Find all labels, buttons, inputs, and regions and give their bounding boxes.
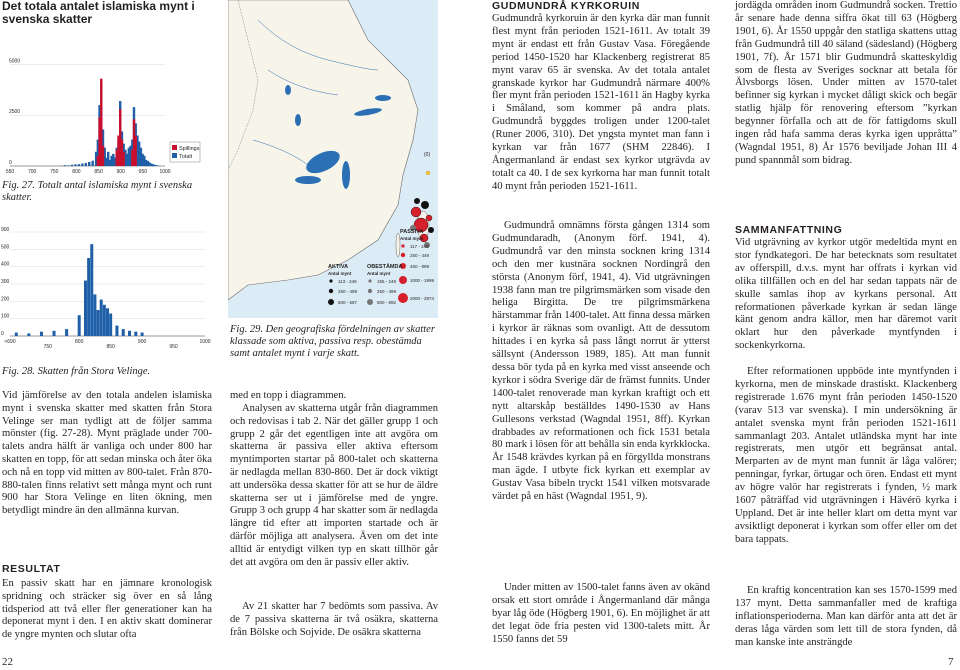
lake-vattern bbox=[342, 161, 350, 189]
x-tick-label: 950 bbox=[138, 169, 148, 175]
bar-totalt bbox=[71, 165, 73, 166]
y-tick-label: 5000 bbox=[9, 58, 21, 65]
bar-velinge bbox=[65, 329, 68, 336]
bar-totalt bbox=[74, 164, 76, 166]
marker-passive bbox=[426, 215, 432, 221]
col1-paragraph-1: Vid jämförelse av den totala andelen islamiska mynt i svenska skatter med skatten från Stora Velinge ser man tydligt att de följer samma mönster (fig. 27-28). Mynt präglade under 700-talets andra hälft är vanliga och under 800 har skatten en topp, för att sedan minska och åter öka och nå en topp vid mitten av 800-talet. Från 870-880-talen finns relativt sett många mynt och runt 900 har Stora Velinge en liten ökning, men betydligt mindre än den allmänna kurvan. bbox=[2, 390, 212, 517]
figure27-caption: Fig. 27. Totalt antal islamiska mynt i svenska skatter. bbox=[2, 180, 193, 203]
x-tick-label: <690 bbox=[4, 339, 16, 345]
x-tick-label: 900 bbox=[116, 169, 125, 175]
bar-velinge bbox=[128, 331, 131, 336]
x-tick-label: 850 bbox=[94, 169, 103, 175]
bar-totalt bbox=[78, 164, 80, 166]
col3-paragraph-2: Gudmundrå omnämns första gången 1314 som Gudmundaradh, (Anonym förf. 1941, 4). Gudmundrå var den minsta socknen kring 1314 och den mer kustnära socknen Nordingrå den största (Anonym förf, 1941, 4). Vid utgrävningen 1938 fann man tre pilgrimsmärken som visade den heliga Birgitta. De tre pilgrimsmärkena härstammar från 1400-talet. Att finna dessa märken i kyrkor är räknas som ovanligt. Att de dessutom hittades i en kyrka så pass långt norrut är ytterst sällsynt (Andersson 1989, 185). Att man funnit dessa bör tyda på en kyrka med visst anseende och kyrkor i södra Sverige där de främst funnits. Under 1400-talet renoverade man kyrkan kraftigt och ett nytt altarskåp beställdes 1490-1530 av Hans Gullesons verkstad (Wagndal 1951, 8ff). Kyrkan drabbades av reformationen och fick 1531 betala 80 mark i lösen för att behålla sin enda kyrkklocka. År 1548 krävdes kyrkan på en förgyllda monstrans man ägde. I utbyte fick kyrkan ett exemplar av Gustav Vasa bibeln tryckt 1541 vilken motsvarade värdet på en häst (Wagndal 1951, 9). bbox=[492, 220, 710, 503]
col4-paragraph-2: Vid utgrävning av kyrkor utgör medeltida mynt en stor fyndkategori. De har betecknats som resultatet av offerspill, d.v.s. mynt har offrats i kyrkan vid olika tillfällen och en del har sedan tappats när de skulle samlas ihop av kyrkans personal. Att reformationen påverkade kyrkan är sedan länge känt genom andra källor, men har däremot varit oklart hur den påverkade myntfynden i sockenkyrkorna. bbox=[735, 237, 957, 352]
bar-velinge bbox=[103, 305, 106, 336]
bar-totalt bbox=[88, 162, 90, 166]
page-number-left: 22 bbox=[2, 656, 13, 668]
map-dot bbox=[426, 171, 430, 175]
bar-spillings bbox=[135, 136, 137, 166]
svg-text:Antal mynt: Antal mynt bbox=[367, 271, 391, 276]
bar-velinge bbox=[27, 333, 30, 336]
y-tick-label: 500 bbox=[1, 244, 10, 251]
col2-paragraph-1: med en topp i diagrammen. bbox=[230, 390, 347, 401]
svg-text:250 - 499: 250 - 499 bbox=[338, 289, 358, 294]
lake-hjalmaren bbox=[375, 95, 391, 101]
bar-velinge bbox=[84, 281, 87, 336]
y-tick-label: 2500 bbox=[9, 109, 21, 116]
y-tick-label: 400 bbox=[1, 261, 10, 268]
bar-velinge bbox=[53, 331, 56, 336]
bar-velinge bbox=[15, 333, 18, 336]
col4-heading-sammanfattning: SAMMANFATTNING bbox=[735, 224, 843, 236]
bar-spillings bbox=[102, 146, 104, 166]
figure-title: Det totala antalet islamiska mynt i svenska skatter bbox=[2, 0, 195, 26]
bar-velinge bbox=[93, 294, 96, 336]
lake-small-2 bbox=[285, 85, 291, 95]
bar-totalt bbox=[64, 165, 66, 166]
y-tick-label: 100 bbox=[1, 313, 10, 320]
col4-paragraph-3: Efter reformationen uppböde inte myntfynden i kyrkorna, men de minskade drastiskt. Klackenberg registrerade 1.676 mynt från perioden 1450-1520 (varav 513 var svenska). I min undersökning är antalet svenska mynt från perioden 1521-1611 sammanlagt 203. Antalet utländska mynt har inte registrerats, men utgör ett begränsat antal. Merparten av de mynt man funnit är låga valörer; penningar, fyrkar, örtugar och ören. Endast ett mynt av högre valör har registrerats i fynden, ½ mark 1607 påträffad vid utgrävningen i Hävérö kyrka i Uppland. Det är inte heller klart om detta mynt var avsiktligt deponerat i kyrkan som offer eller om det bara tappats. bbox=[735, 366, 957, 545]
svg-text:Antal mynt: Antal mynt bbox=[328, 271, 352, 276]
svg-text:2000 - 2874: 2000 - 2874 bbox=[410, 296, 435, 301]
bar-velinge bbox=[134, 332, 137, 336]
bar-totalt bbox=[85, 163, 87, 166]
svg-text:1000 - 1999: 1000 - 1999 bbox=[410, 278, 435, 283]
x-tick-label: 550 bbox=[5, 169, 15, 175]
svg-text:113 - 249: 113 - 249 bbox=[338, 279, 357, 284]
x-tick-label: 800 bbox=[72, 169, 81, 175]
col4-paragraph-4: En kraftig koncentration kan ses 1570-1599 med 137 mynt. Detta sammanfaller med de kraftiga inflationsperioderna. Man kan därför anta att det är deras låga värden som lett till de stora fynden, då man kanske inte ansträngde bbox=[735, 585, 957, 648]
legend-swatch-totalt bbox=[172, 153, 177, 158]
legend-swatch-spillings bbox=[172, 145, 177, 150]
col1-heading-resultat: RESULTAT bbox=[2, 563, 61, 575]
map-figure29 bbox=[228, 0, 438, 318]
figure29-caption: Fig. 29. Den geografiska fördelningen av skatter klassade som aktiva, passiva resp. obestämda samt antalet mynt i varje skatt. bbox=[230, 324, 435, 359]
chart-total-coins bbox=[0, 28, 218, 178]
svg-text:155 - 249: 155 - 249 bbox=[377, 279, 397, 284]
legend-label-totalt: Totalt bbox=[179, 154, 193, 160]
bar-totalt bbox=[91, 161, 93, 166]
marker-passive bbox=[411, 207, 421, 217]
bar-velinge bbox=[78, 315, 81, 336]
x-tick-label: 700 bbox=[27, 169, 37, 175]
svg-text:500 - 587: 500 - 587 bbox=[338, 300, 358, 305]
bar-velinge bbox=[40, 332, 43, 336]
svg-text:250 - 499: 250 - 499 bbox=[377, 289, 397, 294]
y-tick-label: 0 bbox=[9, 160, 12, 166]
svg-text:OBESTÄMDA: OBESTÄMDA bbox=[367, 264, 403, 270]
col4-paragraph-1: jordägda områden inom Gudmundrå socken. Trettio år senare hade denna siffra ökat till 63 (Högberg 1901, 6). År 1550 uppgår den statliga skattens uttag från Gudmundrå till 40 säland (sädesland) (Högberg 1901, 7f). År 1571 blir Gudmundrå skatteskyldig som de flesta av Sveriges socknar att betala för Älvsborgs lösen. Under mitten av 1570-talet befinner sig kyrkan i mycket dåligt skick och begär statlig hjälp för renovering eftersom ”kyrkan begynner förfalla och att de för fattigdoms skull ingen råd hafa samma deras kyrka igen uppråtta” (Wagndal 1951, 8) År 1576 beviljade Johan III 4 pund spannmål som bidrag. bbox=[735, 0, 957, 166]
map-scale-marker: (0) bbox=[424, 152, 431, 158]
bar-spillings bbox=[122, 152, 124, 166]
x-tick-label: 1000 bbox=[199, 339, 211, 345]
y-tick-label: 200 bbox=[1, 296, 10, 303]
col3-paragraph-1: Gudmundrå kyrkoruin är den kyrka där man funnit flest mynt från perioden 1521-1611. Av totalt 39 mynt är endast ett från Gustav Vasa. Föregående period 1450-1520 har Klackenberg registrerat 85 mynt varav 65 är svenska. Av det totala antalet granskade kyrkor har Gudmundrå närmare 400% fler mynt från perioden 1521-1611 än Hagby kyrka i Småland, som kommer på andra plats. Gudmundrå byggdes troligen under 1200-talet (Runer 2006, 310). Det yngsta myntet man fann i kyrkan var från 1677 (SHM 22846). I Ångermanland är endast sex kyrkor utgrävda av totalt ca 40. I de sex kyrkorna har man funnit totalt 40 mynt från perioden 1521-1611. bbox=[492, 13, 710, 192]
svg-text:Antal mynt: Antal mynt bbox=[400, 236, 424, 241]
marker-active bbox=[428, 227, 434, 233]
svg-text:PASSIVA: PASSIVA bbox=[400, 229, 424, 235]
bar-velinge bbox=[109, 313, 112, 336]
x-tick-label: 750 bbox=[43, 344, 52, 350]
x-tick-label: 950 bbox=[169, 344, 178, 350]
marker-active bbox=[414, 198, 420, 204]
bar-totalt bbox=[81, 164, 83, 166]
bar-velinge bbox=[87, 258, 90, 336]
x-tick-label: 800 bbox=[75, 339, 84, 345]
bar-velinge bbox=[122, 329, 125, 336]
col3-heading: GUDMUNDRÅ KYRKORUIN bbox=[492, 0, 640, 12]
col1-paragraph-2: En passiv skatt har en jämnare kronologisk spridning och sträcker sig över en så lång tidsperiod att två eller fler generationer kan ha deponerat mynt i den. I en aktiv skatt dominerar de yngre mynten och slutar ofta bbox=[2, 578, 212, 641]
bar-velinge bbox=[106, 308, 109, 336]
x-tick-label: 900 bbox=[137, 339, 147, 345]
bar-velinge bbox=[141, 333, 144, 336]
svg-text:117 - 249: 117 - 249 bbox=[410, 244, 429, 249]
page-number-right: 7 bbox=[948, 656, 954, 668]
col2-paragraph-2: Analysen av skatterna utgår från diagrammen och redovisas i tab 2. När det gäller grupp 1 och grupp 2 går det egentligen inte att avgöra om skatterna är passiva eller aktiva eftersom myntimporten startar på 800-talet och skatterna är nedlagda mellan 830-860. Det är dock viktigt att undersöka dessa skatter för att se hur de äldre skatterna ser ut i jämförelse med de yngre. Grupp 3 och grupp 4 har skatter som är nedlagda längre tid efter att importen startade och är därför möjliga att analysera. Även om det inte alltid är entydigt vilken typ en skatt tillhör går det att avgöra om den är passiv eller aktiv. bbox=[230, 403, 438, 568]
marker-active bbox=[421, 201, 429, 209]
x-tick-label: 1000 bbox=[159, 169, 171, 175]
col3-paragraph-3: Under mitten av 1500-talet fanns även av okänd orsak ett stort område i Ångermanland där många byar låg öde (Högberg 1901, 6). En möjlighet är att det legat öde fria pesten vid 1300-talets mitt. År 1550 fanns det 59 bbox=[492, 582, 710, 645]
chart-stora-velinge bbox=[0, 226, 218, 366]
x-tick-label: 750 bbox=[50, 169, 59, 175]
svg-text:AKTIVA: AKTIVA bbox=[328, 264, 349, 270]
y-tick-label: 300 bbox=[1, 279, 10, 285]
bar-velinge bbox=[90, 244, 93, 336]
svg-text:450 - 999: 450 - 999 bbox=[410, 264, 430, 269]
lake-vanern-south bbox=[295, 176, 321, 184]
svg-text:500 - 892: 500 - 892 bbox=[377, 300, 397, 305]
legend-label-spillings: Spillings bbox=[179, 146, 200, 152]
bar-totalt bbox=[67, 165, 69, 166]
chart-total-legend bbox=[170, 142, 200, 162]
bar-velinge bbox=[100, 300, 103, 336]
col2-paragraph-3: Av 21 skatter har 7 bedömts som passiva. Av de 7 passiva skatterna är två osäkra, skatterna från Bölske och Sojvide. De osäkra skatterna bbox=[230, 601, 438, 638]
bar-velinge bbox=[115, 326, 118, 336]
y-tick-label: 900 bbox=[1, 227, 10, 233]
lake-small-1 bbox=[295, 114, 301, 126]
svg-text:250 - 449: 250 - 449 bbox=[410, 253, 430, 258]
bar-velinge bbox=[97, 310, 100, 336]
figure28-caption: Fig. 28. Skatten från Stora Velinge. bbox=[2, 366, 151, 377]
y-tick-label: 0 bbox=[1, 331, 4, 337]
x-tick-label: 850 bbox=[106, 344, 115, 350]
